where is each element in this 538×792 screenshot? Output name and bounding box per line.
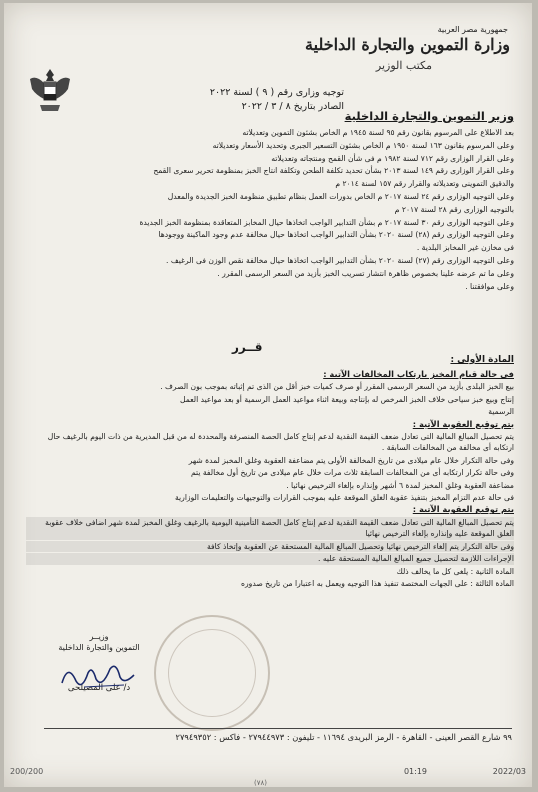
directive-info bbox=[174, 86, 344, 114]
signer-role: وزيــر bbox=[89, 632, 109, 641]
preamble-line: وعلى القرار الوزارى رقم ٧١٢ لسنة ١٩٨٢ م فى شأن القمح ومنتجاته وتعديلاته bbox=[271, 153, 514, 163]
penalty-item: وفى حالة التكرار يتم إلغاء الترخيص نهائيا وتحصيل المبالغ المالية المستحقة عن العقوبة وإتخاذ كافة bbox=[26, 541, 514, 552]
article-one-heading: المادة الأولى : bbox=[450, 355, 514, 365]
document-page bbox=[4, 3, 532, 787]
preamble-line: وعلى التوجيه الوزارى رقم (٢٨) لسنة ٢٠٢٠ بشأن التدابير الواجب اتخاذها حيال مخالفة عدم وجود الماكينة ووجودها bbox=[158, 230, 514, 240]
republic-header: جمهورية مصر العربية bbox=[437, 25, 508, 34]
fax-stamp-date: 2022/03 bbox=[492, 767, 526, 776]
decision-heading: قــرر bbox=[232, 340, 263, 354]
office-header: مكتب الوزير bbox=[375, 59, 432, 72]
official-seal bbox=[154, 615, 270, 731]
article-one-body bbox=[26, 369, 514, 590]
fax-stamp-id: 200/200 bbox=[10, 767, 44, 776]
violation-item: الرسمية bbox=[488, 407, 514, 417]
preamble-line: بالتوجيه الوزارى رقم ٢٨ لسنة ٢٠١٧ م bbox=[394, 204, 514, 214]
signer-ministry: التموين والتجارة الداخلية bbox=[58, 643, 140, 652]
signer-name: د/ على المصيلحى bbox=[67, 683, 131, 693]
violation-item: بيع الخبز البلدى بأزيد من السعر الرسمى المقرر أو صرف كميات خبز أقل من الذى تم إثباته بموجب بون الصرف . bbox=[160, 382, 514, 392]
preamble-line: وعلى القرار الوزارى رقم ١٤٩ لسنة ٢٠١٣ بشأن تحديد تكلفة الطحن وتكلفة انتاج الخبز بمنظومة تحرير سعرى القمح bbox=[153, 166, 514, 176]
preamble-line: وعلى المرسوم بقانون ١٦٣ لسنة ١٩٥٠ م الخاص بشئون التسعير الجبرى وتحديد الأسعار وتعديلاته bbox=[212, 140, 514, 150]
preamble-line: وعلى موافقتنا . bbox=[465, 281, 514, 291]
eagle-emblem-icon bbox=[26, 65, 74, 117]
preamble-line: وعلى التوجيه الوزارى رقم ٢٤ لسنة ٢٠١٧ م الخاص بدورات العمل بنظام تطبيق منظومة الخبز الجديدة والمعدل bbox=[167, 191, 514, 201]
penalty-item: مضاعفة العقوبة وغلق المخبز لمدة ٦ أشهر وإنذاره بإلغاء الترخيص نهائيا . bbox=[286, 480, 514, 490]
penalty-item: يتم تحصيل المبالغ المالية التى تعادل ضعف القيمة النقدية لدعم إنتاج كامل الحصة التأمينية اليومية بالرغيف وغلق المخبز لمدة شهر اضافى خلاف عقوبة الغلق الموقعة عليه وإنذاره بإلغاء الترخيص نهائيا bbox=[26, 517, 514, 540]
minister-title: وزير التموين والتجارة الداخلية bbox=[344, 109, 514, 123]
handwritten-signature-icon bbox=[54, 655, 144, 695]
page-number: (٧٨) bbox=[254, 779, 267, 787]
preamble-line: وعلى التوجيه الوزارى رقم ٣٠ لسنة ٢٠١٧ م بشأن التدابير الواجب اتخاذها حيال المخابز المتعاقدة بمنظومة الخبز الجديدة bbox=[139, 217, 514, 227]
directive-date: الصادر بتاريخ ٨ / ٣ / ٢٠٢٢ bbox=[241, 101, 344, 112]
penalty-item: يتم تحصيل المبالغ المالية التى تعادل ضعف القيمة النقدية لدعم إنتاج كامل الحصة المنصرفة والمحددة له من قبل المديرية من ذات اليوم بالرغيف حال ارتكابه أى مخالفة من المخالفات السابقة . bbox=[47, 432, 514, 453]
preamble-line: والدقيق التموينى وتعديلاته والقرار رقم ١٥٧ لسنة ٢٠١٤ م bbox=[335, 179, 514, 189]
penalty-item: وفى حالة تكرار ارتكابه أى من المخالفات السابقة ثلاث مرات خلال عام ميلادى من تاريخ أول مخالفة يتم bbox=[190, 468, 514, 478]
penalty-item: وفى حالة التكرار خلال عام ميلادى من تاريخ المخالفة الأولى يتم مضاعفة العقوبة وغلق المخبز لمدة شهر bbox=[188, 455, 514, 465]
article-three: المادة الثالثة : على الجهات المختصة تنفيذ هذا التوجيه ويعمل به اعتبارا من تاريخ صدوره bbox=[241, 578, 514, 588]
fax-stamp-time: 01:19 bbox=[403, 767, 427, 776]
preamble-line: وعلى ما تم عرضه علينا بخصوص ظاهرة انتشار تسريب الخبز بأزيد من السعر الرسمى المقرر . bbox=[217, 268, 514, 278]
preamble-line: فى مخازن غير المخابز البلدية . bbox=[416, 243, 514, 253]
violation-item: إنتاج وبيع خبز سياحى خلاف الخبز المرخص له بإنتاجه وبيعة اثناء مواعيد العمل الرسمية أو بعد مواعيد العمل bbox=[180, 394, 514, 404]
article-two: المادة الثانية : يلغى كل ما يخالف ذلك bbox=[396, 566, 514, 576]
penalty-item: الإجراءات اللازمة لتحصيل جميع المبالغ المالية المستحقة عليه . bbox=[26, 553, 514, 564]
violations-heading: فى حالة قيام المخبز بارتكاب المخالفات الآتية : bbox=[323, 369, 514, 379]
penalties-heading: يتم توقيع العقوبة الآتية : bbox=[412, 504, 514, 515]
preamble-line: وعلى التوجيه الوزارى رقم (٢٧) لسنة ٢٠٢٠ بشأن التدابير الواجب اتخاذها حيال مخالفة نقص الوزن فى الرغيف . bbox=[166, 255, 514, 265]
directive-number: توجيه وزارى رقم ( ٩ ) لسنة ٢٠٢٢ bbox=[209, 87, 344, 98]
ministry-header: وزارة التموين والتجارة الداخلية bbox=[305, 35, 510, 54]
footer-address: ٩٩ شارع القصر العينى - القاهرة - الرمز البريدى ١١٦٩٤ - تليفون : ٢٧٩٤٤٩٧٣ - فاكس : ٢٧٩٤٩٣٥٢ bbox=[44, 728, 512, 742]
non-compliance-item: فى حالة عدم التزام المخبز بتنفيذ عقوبة الغلق الموقعة عليه بموجب القرارات والتوجيهات والتعليمات الوزارية bbox=[174, 493, 514, 503]
preamble bbox=[26, 127, 514, 293]
preamble-line: بعد الاطلاع على المرسوم بقانون رقم ٩٥ لسنة ١٩٤٥ م الخاص بشئون التموين وتعديلاته bbox=[242, 128, 514, 137]
penalties-heading: يتم توقيع العقوبة الآتية : bbox=[412, 418, 514, 429]
